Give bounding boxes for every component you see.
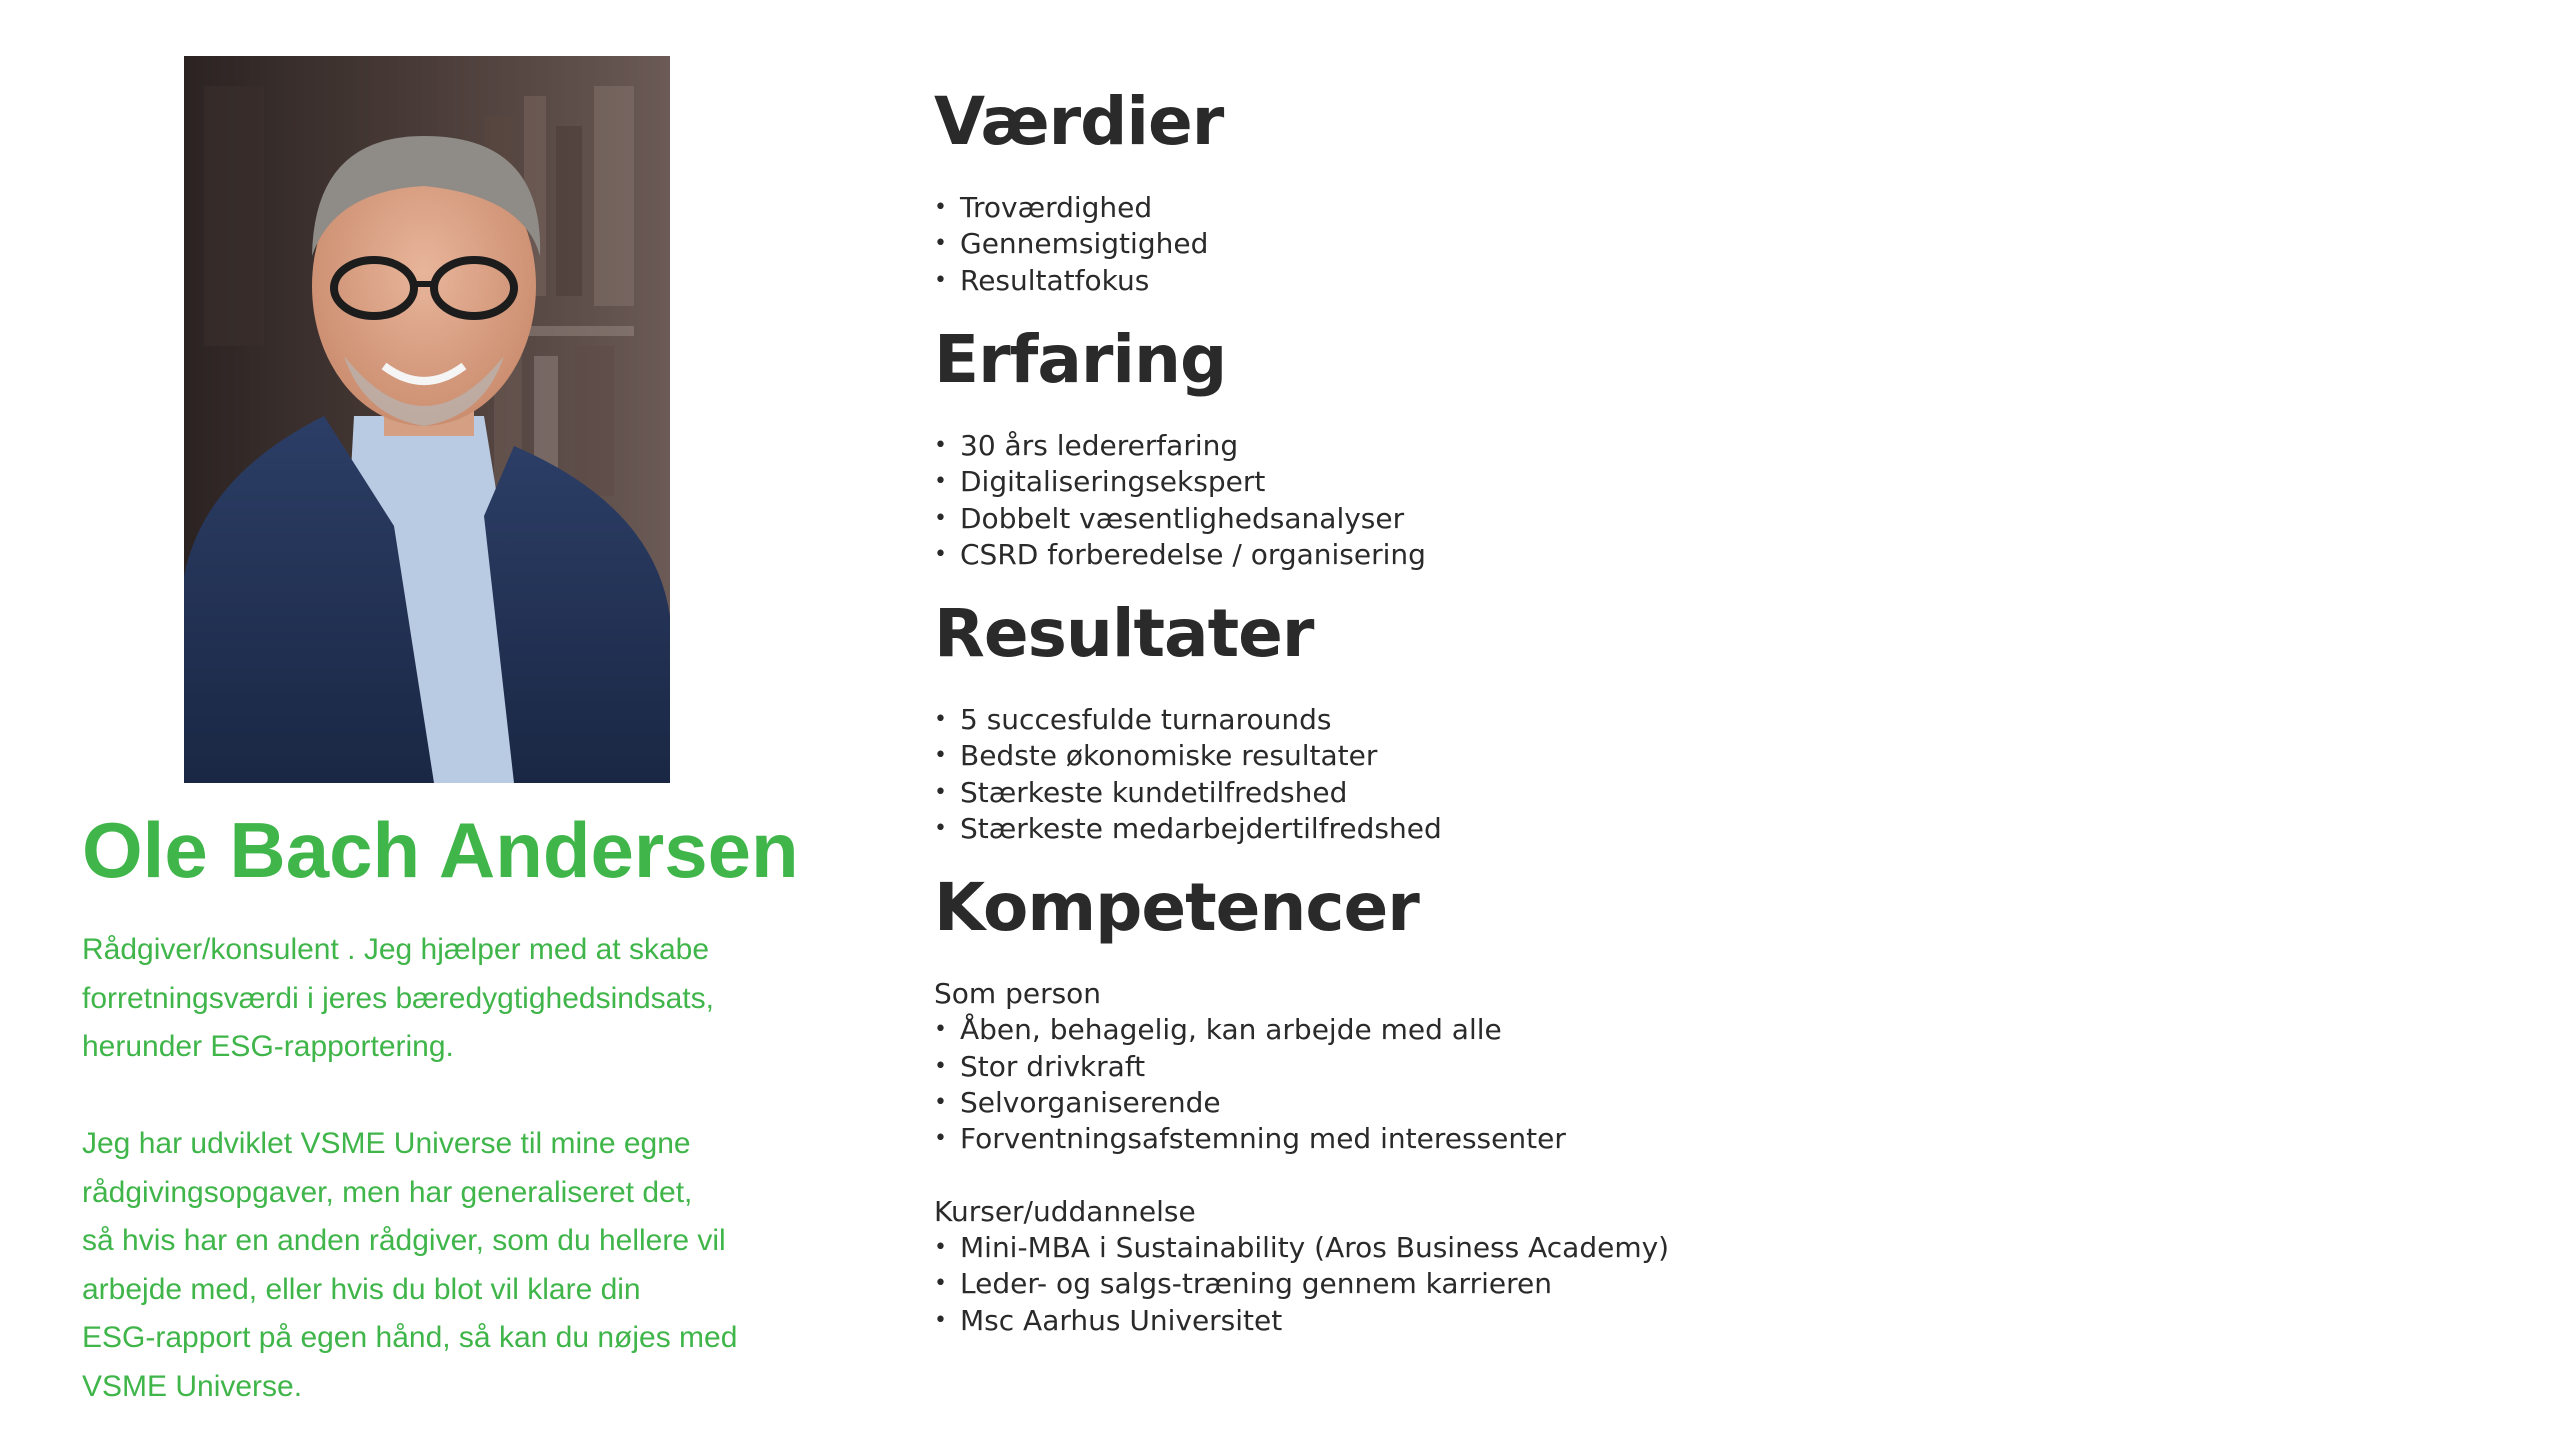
profile-photo xyxy=(184,56,670,783)
bio-line: så hvis har en anden rådgiver, som du hellere vil xyxy=(82,1224,726,1257)
list-item-text: Selvorganiserende xyxy=(960,1085,1221,1119)
bio-line: herunder ESG-rapportering. xyxy=(82,1030,454,1063)
list-item-text: Stor drivkraft xyxy=(960,1049,1146,1083)
section-resultater xyxy=(934,582,1442,847)
bio-line: rådgivingsopgaver, men har generaliseret det, xyxy=(82,1175,693,1209)
list-item-text: Digitaliseringsekspert xyxy=(960,465,1266,499)
bullet-icon: • xyxy=(934,469,947,495)
bullet-icon: • xyxy=(934,505,947,531)
experience-list xyxy=(934,428,1426,573)
person-competencies-list xyxy=(934,1012,1669,1157)
section-title: Værdier xyxy=(934,83,1224,160)
bio-line: Jeg har udviklet VSME Universe til mine egne xyxy=(82,1127,691,1160)
list-item-text: Troværdighed xyxy=(960,191,1153,224)
list-item xyxy=(934,1085,1669,1121)
section-title: Kompetencer xyxy=(934,869,1419,946)
bullet-icon: • xyxy=(934,707,947,732)
list-item-text: 5 succesfulde turnarounds xyxy=(960,703,1332,736)
list-item-text: Forventningsafstemning med interessenter xyxy=(960,1122,1566,1156)
bullet-icon: • xyxy=(934,743,947,769)
list-item-text: Leder- og salgs-træning gennem karrieren xyxy=(960,1267,1552,1301)
list-item xyxy=(934,537,1426,573)
list-item xyxy=(934,464,1426,500)
list-item-text: Resultatfokus xyxy=(960,263,1150,297)
bio-line: ESG-rapport på egen hånd, så kan du nøjes med xyxy=(82,1321,738,1354)
list-item-text: Stærkeste kundetilfredshed xyxy=(960,775,1348,809)
list-item xyxy=(934,1303,1669,1339)
section-vaerdier xyxy=(934,70,1223,299)
list-item xyxy=(934,1121,1669,1157)
courses-subheading: Kurser/uddannelse xyxy=(934,1194,1196,1228)
bullet-icon: • xyxy=(934,433,947,458)
list-item-text: 30 års ledererfaring xyxy=(960,429,1239,462)
bullet-icon: • xyxy=(934,1017,947,1043)
list-item xyxy=(934,1230,1669,1266)
bio-line: arbejde med, eller hvis du blot vil klare din xyxy=(82,1272,641,1306)
section-title: Resultater xyxy=(934,595,1314,672)
portrait-illustration xyxy=(184,56,670,783)
bullet-icon: • xyxy=(934,1271,947,1297)
bio-paragraph-2 xyxy=(82,1120,802,1411)
list-item xyxy=(934,1049,1669,1085)
list-item-text: Bedste økonomiske resultater xyxy=(960,739,1378,773)
section-erfaring xyxy=(934,308,1426,573)
section-kompetencer xyxy=(934,856,1669,1339)
bullet-icon: • xyxy=(934,815,947,841)
list-item-text: Stærkeste medarbejdertilfredshed xyxy=(960,811,1442,845)
person-subheading: Som person xyxy=(934,977,1102,1010)
bullet-icon: • xyxy=(934,541,947,567)
bullet-icon: • xyxy=(934,1235,947,1261)
results-list xyxy=(934,702,1442,847)
bullet-icon: • xyxy=(934,1089,947,1115)
bullet-icon: • xyxy=(934,195,947,220)
bullet-icon: • xyxy=(934,231,947,257)
list-item xyxy=(934,190,1223,226)
list-item xyxy=(934,501,1426,537)
list-item xyxy=(934,1012,1669,1048)
bullet-icon: • xyxy=(934,779,947,805)
bio-line: Rådgiver/konsulent . Jeg hjælper med at skabe xyxy=(82,933,710,966)
section-title: Erfaring xyxy=(934,321,1227,398)
bio-line: forretningsværdi i jeres bæredygtighedsindsats, xyxy=(82,981,714,1015)
list-item-text: Mini-MBA i Sustainability (Aros Business Academy) xyxy=(960,1231,1670,1265)
bio-paragraph-1 xyxy=(82,926,802,1072)
list-item xyxy=(934,226,1223,262)
list-item-text: Dobbelt væsentlighedsanalyser xyxy=(960,501,1405,535)
list-item-text: CSRD forberedelse / organisering xyxy=(960,537,1426,571)
bullet-icon: • xyxy=(934,267,947,293)
list-item xyxy=(934,775,1442,811)
list-item-text: Msc Aarhus Universitet xyxy=(960,1303,1283,1337)
list-item-text: Gennemsigtighed xyxy=(960,227,1209,261)
bio-text xyxy=(82,926,802,1411)
bullet-icon: • xyxy=(934,1307,947,1333)
list-item xyxy=(934,811,1442,847)
bullet-icon: • xyxy=(934,1126,947,1152)
list-item xyxy=(934,702,1442,738)
bio-line: VSME Universe. xyxy=(82,1369,303,1403)
person-name: Ole Bach Andersen xyxy=(82,806,799,894)
list-item xyxy=(934,1266,1669,1302)
list-item xyxy=(934,738,1442,774)
list-item-text: Åben, behagelig, kan arbejde med alle xyxy=(960,1013,1502,1047)
bullet-icon: • xyxy=(934,1053,947,1079)
list-item xyxy=(934,263,1223,299)
courses-list xyxy=(934,1230,1669,1339)
list-item xyxy=(934,428,1426,464)
values-list xyxy=(934,190,1223,299)
